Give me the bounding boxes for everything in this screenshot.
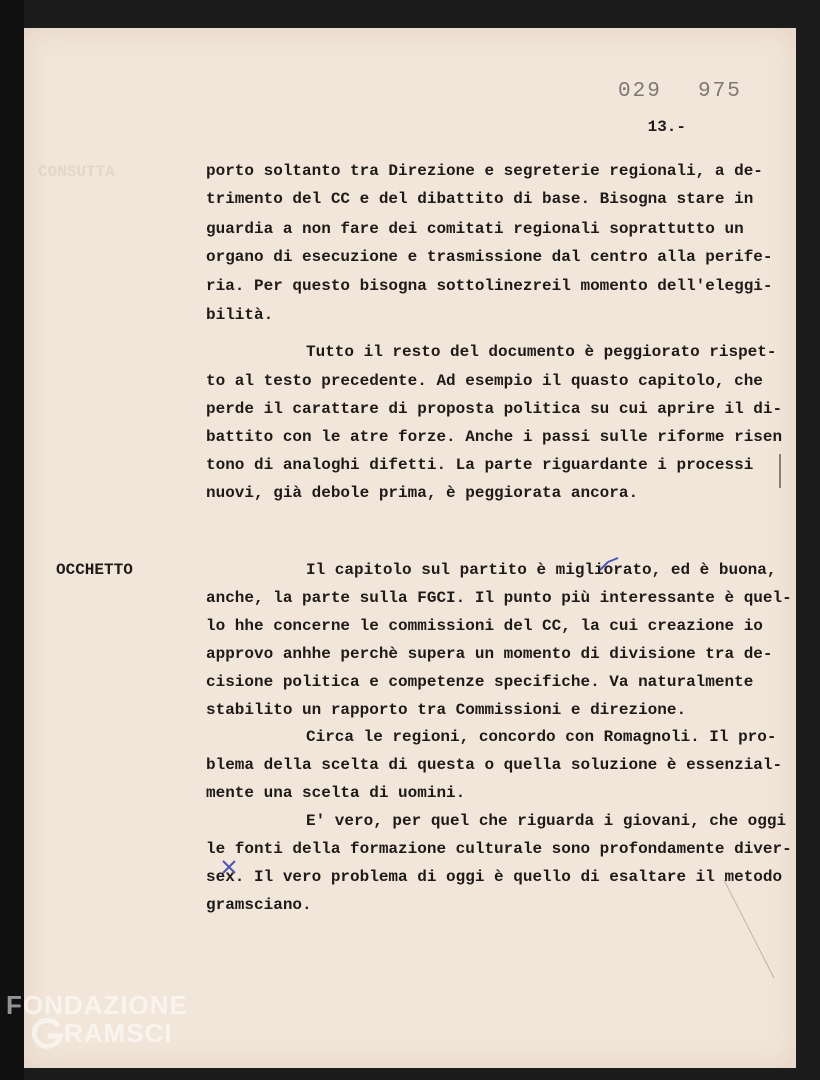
text-line: Il capitolo sul partito è migliorato, ed è buona, [306, 561, 777, 579]
text-line: nuovi, già debole prima, è peggiorata ancora. [206, 484, 639, 502]
pencil-stroke-mark [722, 878, 782, 988]
text-line: cisione politica e competenze specifiche. Va naturalmente [206, 673, 754, 691]
text-line: blema della scelta di questa o quella soluzione è essenzial- [206, 756, 783, 774]
watermark-line-2: RAMSCI [64, 1018, 173, 1048]
text-line: bilità. [206, 306, 274, 324]
watermark-line-1: FONDAZIONE [6, 990, 188, 1020]
text-line: anche, la parte sulla FGCI. Il punto più interessante è quel- [206, 589, 792, 607]
margin-line-mark [776, 452, 786, 492]
page-number: 13.- [647, 118, 686, 136]
text-line: E' vero, per quel che riguarda i giovani, che oggi [306, 812, 787, 830]
text-line: Circa le regioni, concordo con Romagnoli. Il pro- [306, 728, 777, 746]
text-line: guardia a non fare dei comitati regionali soprattutto un [206, 220, 744, 238]
text-line: ria. Per questo bisogna sottolinezreil momento dell'eleggi- [206, 277, 773, 295]
text-line: stabilito un rapporto tra Commissioni e direzione. [206, 701, 687, 719]
text-line: organo di esecuzione e trasmissione dal centro alla perife- [206, 248, 773, 266]
text-line: le fonti della formazione culturale sono profondamente diver- [206, 840, 792, 858]
archive-stamp-number: 029 [618, 80, 662, 103]
text-line: perde il carattare di proposta politica su cui aprire il di- [206, 400, 783, 418]
text-line: sex. Il vero problema di oggi è quello di esaltare il metodo [206, 868, 783, 886]
speaker-name: OCCHETTO [56, 561, 133, 579]
blue-ink-strike-mark [220, 858, 240, 878]
text-line: battito con le atre forze. Anche i passi sulle riforme risen [206, 428, 783, 446]
bleed-through-text: CONSUTTA [38, 163, 115, 181]
scan-border [0, 0, 24, 1080]
text-line: lo hhe concerne le commissioni del CC, la cui creazione io [206, 617, 763, 635]
watermark-g-logo [30, 1016, 64, 1050]
text-line: gramsciano. [206, 896, 312, 914]
text-line: Tutto il resto del documento è peggiorato rispet- [306, 343, 777, 361]
text-line: approvo anhhe perchè supera un momento di divisione tra de- [206, 645, 773, 663]
folio-stamp-number: 975 [698, 80, 742, 103]
text-line: tono di analoghi difetti. La parte riguardante i processi [206, 456, 754, 474]
blue-ink-correction-mark [596, 554, 626, 576]
document-page [24, 28, 796, 1068]
text-line: trimento del CC e del dibattito di base. Bisogna stare in [206, 190, 754, 208]
text-line: porto soltanto tra Direzione e segreterie regionali, a de- [206, 162, 763, 180]
text-line: mente una scelta di uomini. [206, 784, 466, 802]
text-line: to al testo precedente. Ad esempio il quasto capitolo, che [206, 372, 763, 390]
